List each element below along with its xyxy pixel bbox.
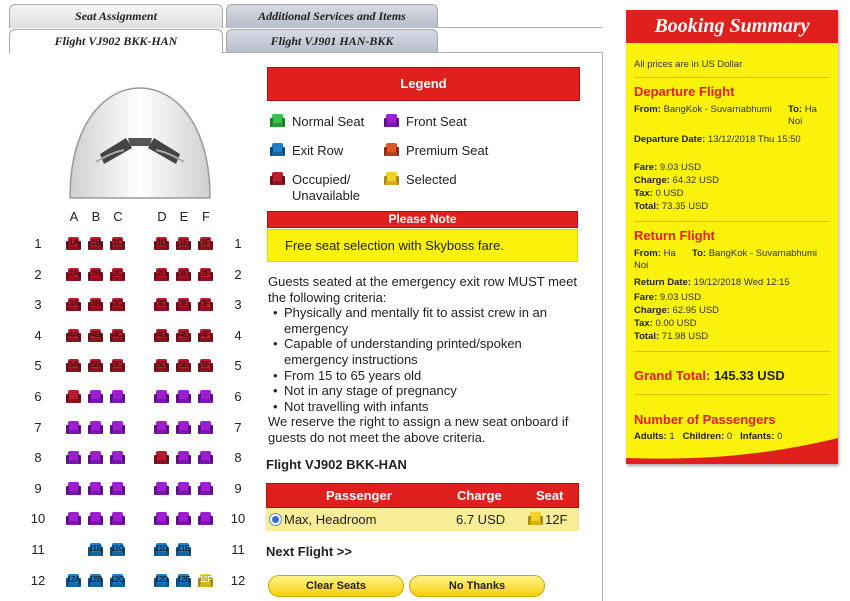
passenger-table-header (266, 483, 579, 508)
seat-icon (154, 268, 169, 282)
seat-code: 11C (111, 544, 124, 553)
seat-icon (66, 390, 81, 404)
seat-icon[interactable] (154, 512, 169, 526)
departure-to: To: Ha Noi (788, 104, 817, 127)
row-number: 8 (34, 450, 42, 466)
exit-row-criteria (268, 274, 580, 446)
criteria-footer: We reserve the right to assign a new seat onboard if guests do not meet the above criteria. (268, 414, 569, 445)
next-flight-link[interactable]: Next Flight >> (266, 544, 352, 559)
seat-icon[interactable] (88, 543, 103, 557)
note-box (267, 229, 578, 262)
summary-divider (634, 394, 830, 395)
seat-code: 3E (179, 299, 188, 309)
row-number: 7 (234, 419, 242, 435)
criteria-list (268, 305, 580, 414)
legend-label: Exit Row (292, 143, 344, 158)
seat-icon[interactable] (66, 482, 81, 496)
summary-divider (634, 77, 830, 78)
departure-tax: Tax: 0 USD (634, 188, 684, 199)
seat-code: 12B (88, 574, 103, 584)
panel-top-border (223, 52, 603, 53)
return-total: Total: 71.98 USD (634, 331, 709, 342)
seat-code: 3B (90, 299, 101, 309)
summary-swoosh-decoration (626, 436, 838, 464)
panel-right-border (602, 52, 603, 601)
seat-code: 2E (179, 268, 188, 278)
seat-icon (88, 359, 103, 373)
row-number: 1 (234, 236, 242, 251)
legend-seat-icon (270, 172, 285, 186)
header-passenger: Passenger (326, 488, 392, 503)
seat-icon (154, 237, 169, 251)
row-number: 4 (234, 327, 242, 343)
seat-code: 2B (90, 268, 101, 278)
seat-column-b: B (91, 209, 101, 224)
seat-code: 1F (201, 238, 210, 247)
seat-icon (154, 329, 169, 343)
departure-title: Departure Flight (634, 84, 735, 99)
criteria-intro: Guests seated at the emergency exit row MUST meet the following criteria: (268, 274, 578, 305)
seat-icon[interactable] (110, 451, 125, 465)
seat-icon[interactable] (198, 421, 213, 435)
tab-additional-services[interactable]: Additional Services and Items (226, 4, 438, 28)
seat-icon (154, 298, 169, 312)
row-number: 11 (31, 542, 45, 557)
seat-code: 12A (66, 574, 81, 584)
seat-code: 5D (156, 360, 167, 370)
seat-icon[interactable] (110, 421, 125, 435)
seat-icon[interactable] (110, 543, 125, 557)
passenger-counts: Adults: 1 Children: 0 Infants: 0 (634, 431, 783, 442)
seat-code: 2A (68, 268, 79, 278)
row-number: 3 (234, 297, 242, 313)
seat-icon[interactable] (66, 421, 81, 435)
seat-icon (198, 359, 213, 373)
seat-icon (176, 359, 191, 373)
seat-column-c: C (113, 209, 123, 224)
row-number: 9 (34, 480, 42, 496)
booking-summary-title: Booking Summary (626, 10, 838, 43)
return-charge: Charge: 62.95 USD (634, 305, 720, 316)
seat-icon (176, 237, 191, 251)
seat-column-a: A (69, 209, 79, 224)
seat-icon (66, 237, 81, 251)
clear-seats-button[interactable]: Clear Seats (268, 575, 404, 597)
legend-label: Normal Seat (292, 114, 365, 129)
row-number: 5 (34, 358, 42, 374)
legend-seat-icon (384, 143, 399, 157)
seat-icon (110, 298, 125, 312)
row-number: 8 (234, 450, 242, 466)
seat-code: 4A (68, 329, 79, 339)
seat-icon[interactable] (198, 512, 213, 526)
seat-icon[interactable] (198, 451, 213, 465)
seat-code: 4C (112, 329, 123, 339)
selected-seat-icon (528, 512, 543, 526)
row-number: 6 (234, 389, 242, 404)
row-number: 10 (30, 511, 46, 527)
seat-icon[interactable] (110, 512, 125, 526)
seat-code: 4B (90, 329, 101, 339)
return-date: Return Date: 19/12/2018 Wed 12:15 (634, 277, 790, 288)
row-number: 2 (234, 266, 242, 282)
passenger-charge: 6.7 USD (456, 512, 506, 527)
grand-total: Grand Total: 145.33 USD (634, 368, 785, 383)
seat-icon (176, 298, 191, 312)
seat-code: 4E (179, 329, 188, 339)
seat-code: 3C (112, 299, 123, 309)
seat-icon[interactable] (176, 482, 191, 496)
seat-icon (176, 268, 191, 282)
departure-charge: Charge: 64.32 USD (634, 175, 720, 186)
seat-code: 1E (179, 238, 188, 247)
criteria-item: • Physically and mentally fit to assist crew in an emergency (268, 305, 580, 336)
seat-icon (154, 359, 169, 373)
header-seat: Seat (536, 488, 564, 503)
legend-seat-icon (270, 114, 285, 128)
seat-icon[interactable] (154, 390, 169, 404)
criteria-item: • Capable of understanding printed/spoken emergency instructions (268, 336, 580, 367)
seat-icon (198, 237, 213, 251)
passenger-row[interactable] (266, 508, 579, 531)
seat-icon[interactable] (176, 390, 191, 404)
tab-strip-line (438, 27, 602, 28)
row-number: 1 (34, 236, 42, 251)
legend-seat-icon (384, 172, 399, 186)
legend-seat-icon (384, 114, 399, 128)
passenger-seat: 12F (545, 512, 568, 527)
criteria-item: • Not in any stage of pregnancy (268, 383, 580, 399)
seat-icon[interactable] (154, 421, 169, 435)
legend-label: Occupied/ Unavailable (292, 172, 360, 203)
seat-code: 4F (201, 329, 210, 339)
seat-icon (110, 359, 125, 373)
seat-icon[interactable] (198, 482, 213, 496)
seat-code: 2C (112, 268, 123, 278)
seat-icon (154, 451, 169, 465)
seat-icon[interactable] (88, 482, 103, 496)
return-fare: Fare: 9.03 USD (634, 292, 702, 303)
passenger-radio[interactable] (269, 513, 282, 526)
seat-icon[interactable] (66, 451, 81, 465)
seat-icon (110, 329, 125, 343)
assignment-flight-title: Flight VJ902 BKK-HAN (266, 457, 407, 472)
departure-fare: Fare: 9.03 USD (634, 162, 702, 173)
seat-code: 11E (177, 544, 190, 553)
tab-flight-return[interactable]: Flight VJ901 HAN-BKK (226, 29, 438, 53)
seat-icon (88, 329, 103, 343)
departure-date: Departure Date: 13/12/2018 Thu 15:50 (634, 134, 801, 145)
seat-icon[interactable] (110, 574, 125, 588)
seat-icon[interactable] (198, 574, 213, 588)
return-tax: Tax: 0.00 USD (634, 318, 697, 329)
seat-code: 12F (199, 574, 212, 584)
seat-code: 3A (68, 299, 79, 309)
seat-code: 12C (110, 574, 125, 584)
seat-icon[interactable] (176, 574, 191, 588)
seat-column-e: E (179, 209, 189, 224)
summary-divider (634, 221, 830, 222)
seat-icon (110, 268, 125, 282)
seat-icon[interactable] (88, 421, 103, 435)
seat-icon[interactable] (88, 451, 103, 465)
row-number: 12 (30, 572, 46, 588)
seat-icon[interactable] (154, 482, 169, 496)
seat-code: 4D (156, 329, 167, 339)
seat-code: 5C (112, 360, 123, 370)
criteria-item: • From 15 to 65 years old (268, 368, 580, 384)
seat-code: 1B (90, 238, 101, 247)
seat-icon (110, 237, 125, 251)
return-from: From: Ha Noi (634, 248, 676, 271)
seat-icon (66, 268, 81, 282)
return-title: Return Flight (634, 228, 715, 243)
seat-code: 2F (201, 268, 210, 278)
passengers-title: Number of Passengers (634, 412, 776, 427)
seat-icon (198, 329, 213, 343)
legend-title: Legend (267, 67, 580, 101)
row-number: 7 (34, 419, 42, 435)
seat-icon (176, 329, 191, 343)
seat-icon[interactable] (198, 390, 213, 404)
seat-icon (66, 298, 81, 312)
row-number: 5 (234, 358, 242, 374)
note-title: Please Note (267, 211, 578, 228)
note-text: Free seat selection with Skyboss fare. (285, 238, 504, 253)
seat-code: 12D (154, 574, 169, 584)
aircraft-nose-illustration (66, 82, 214, 200)
booking-summary-panel (626, 10, 838, 464)
row-number: 6 (34, 389, 42, 404)
seat-code: 12E (177, 574, 190, 584)
seat-icon[interactable] (176, 451, 191, 465)
seat-code: 1D (156, 238, 167, 247)
row-number: 11 (231, 542, 245, 557)
seat-code: 1A (68, 238, 79, 247)
legend-label: Selected (406, 172, 457, 187)
seat-icon[interactable] (176, 543, 191, 557)
seat-icon (88, 268, 103, 282)
seat-icon[interactable] (176, 421, 191, 435)
seat-column-f: F (202, 209, 210, 224)
criteria-item: • Not travelling with infants (268, 399, 580, 415)
seat-code: 11D (155, 544, 168, 553)
seat-icon (88, 298, 103, 312)
seat-icon (88, 237, 103, 251)
seat-code: 5A (68, 360, 79, 370)
seat-icon[interactable] (154, 543, 169, 557)
legend-seat-icon (270, 143, 285, 157)
seat-icon[interactable] (88, 574, 103, 588)
seat-code: 1C (112, 238, 123, 247)
return-to: To: BangKok - Suvarnabhumi (692, 248, 817, 259)
seat-code: 3D (156, 299, 167, 309)
passenger-name: Max, Headroom (284, 512, 377, 527)
currency-note: All prices are in US Dollar (634, 59, 743, 70)
seat-icon (66, 329, 81, 343)
legend-label: Front Seat (406, 114, 467, 129)
legend-label: Premium Seat (406, 143, 489, 158)
seat-icon (66, 359, 81, 373)
row-number: 3 (34, 297, 42, 313)
seat-column-d: D (157, 209, 167, 224)
seat-icon[interactable] (66, 574, 81, 588)
seat-icon (198, 298, 213, 312)
seat-icon[interactable] (110, 482, 125, 496)
seat-icon (198, 268, 213, 282)
seat-icon[interactable] (176, 512, 191, 526)
seat-code: 5F (201, 360, 210, 370)
seat-icon[interactable] (88, 512, 103, 526)
seat-code: 3F (201, 299, 210, 309)
seat-icon[interactable] (110, 390, 125, 404)
seat-icon[interactable] (66, 512, 81, 526)
no-thanks-button[interactable]: No Thanks (409, 575, 545, 597)
summary-divider (634, 351, 830, 352)
departure-from: From: BangKok - Suvarnabhumi (634, 104, 772, 115)
seat-code: 5B (90, 360, 101, 370)
seat-code: 11B (89, 544, 102, 553)
header-charge: Charge (457, 488, 502, 503)
seat-code: 5E (179, 360, 188, 370)
tab-flight-outbound[interactable]: Flight VJ902 BKK-HAN (9, 29, 223, 53)
seat-icon[interactable] (88, 390, 103, 404)
tab-seat-assignment[interactable]: Seat Assignment (9, 4, 223, 28)
row-number: 9 (234, 480, 242, 496)
seat-icon[interactable] (154, 574, 169, 588)
departure-total: Total: 73.35 USD (634, 201, 709, 212)
row-number: 2 (34, 266, 42, 282)
row-number: 4 (34, 327, 42, 343)
row-number: 10 (230, 511, 246, 527)
row-number: 12 (230, 572, 246, 588)
seat-code: 2D (156, 268, 167, 278)
